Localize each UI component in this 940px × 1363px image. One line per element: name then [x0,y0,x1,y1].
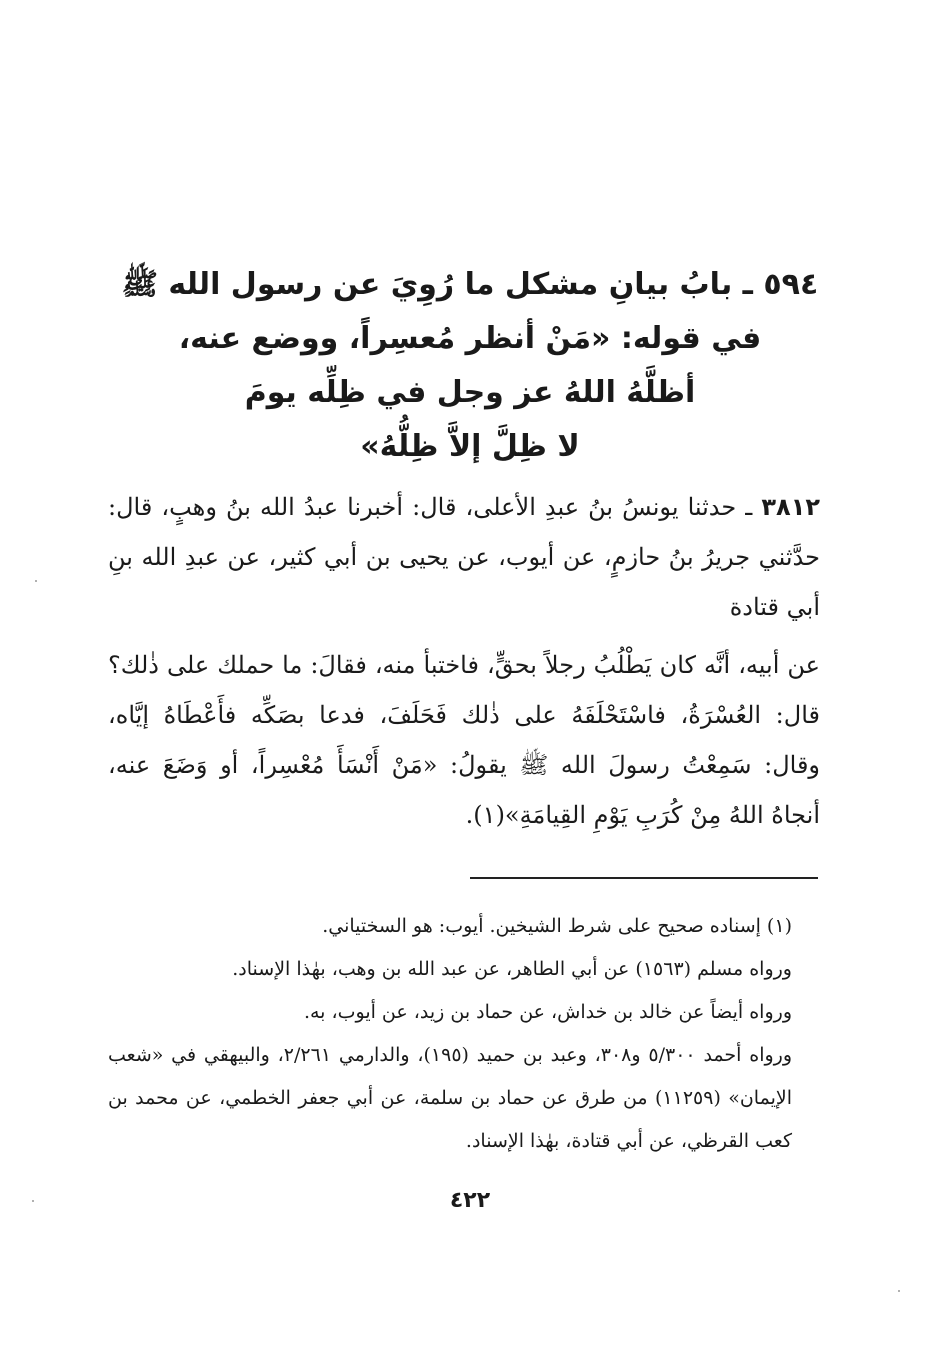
chapter-heading-line-4: لا ظِلَّ إلاَّ ظِلُّهُ» [360,429,580,464]
footnote-line: ورواه أحمد ٥/٣٠٠ و٣٠٨، وعبد بن حميد (١٩٥)، والدارمي ٢/٢٦١، والبيهقي في «شعب الإيمان» (١١٢٥٩) من طرق عن حماد بن سلمة، عن أبي جعفر الخطمي، عن محمد بن كعب القرظي، عن أبي قتادة، بهٰذا الإسناد. [108,1044,793,1152]
footnotes [108,905,820,1163]
chapter-heading [120,258,820,474]
footnote-line: ورواه أيضاً عن خالد بن خداش، عن حماد بن زيد، عن أيوب، به. [303,1001,792,1023]
hadith-number: ٣٨١٢ [761,493,820,521]
footnote-line: (١) إسناده صحيح على شرط الشيخين. أيوب: هو السختياني. [322,915,792,937]
page-number: ٤٢٢ [449,1188,491,1213]
hadith-isnad-paragraph [108,482,820,632]
scan-speck [35,580,37,582]
scan-speck [898,1290,900,1292]
hadith-isnad-text: ـ حدثنا يونسُ بنُ عبدِ الأعلى، قال: أخبرنا عبدُ الله بنُ وهبٍ، قال: حدَّثني جريرُ بنُ حازمٍ، عن أيوب، عن يحيى بن أبي كثير، عن عبدِ الله بنِ أبي قتادة [108,493,820,621]
chapter-heading-line-2: في قوله: «مَنْ أنظر مُعسِراً، ووضع عنه، [178,321,762,356]
footnote-line: ورواه مسلم (١٥٦٣) عن أبي الطاهر، عن عبد الله بن وهب، بهٰذا الإسناد. [232,958,792,980]
hadith-matn-paragraph: عن أبيه، أنَّه كان يَطْلُبُ رجلاً بحقٍّ، فاختبأ منه، فقالَ: ما حملك على ذٰلك؟ قال: العُسْرَةُ، فاسْتَحْلَفَهُ على ذٰلك فَحَلَفَ، فدعا بصَكِّه فأَعْطَاهُ إيَّاه، وقال: سَمِعْتُ رسولَ الله ﷺ يقولُ: «مَنْ أَنْسَأَ مُعْسِراً، أو وَضَعَ عنه، أنجاهُ اللهُ مِنْ كُرَبِ يَوْمِ القِيامَةِ»(١). [108,651,821,829]
scan-speck [32,1200,34,1202]
chapter-heading-line-1: ٥٩٤ ـ بابُ بيانِ مشكل ما رُوِيَ عن رسول الله ﷺ [121,267,819,302]
footnote-divider [470,877,818,879]
chapter-heading-line-3: أظلَّهُ اللهُ عز وجل في ظِلِّه يومَ [244,375,696,410]
